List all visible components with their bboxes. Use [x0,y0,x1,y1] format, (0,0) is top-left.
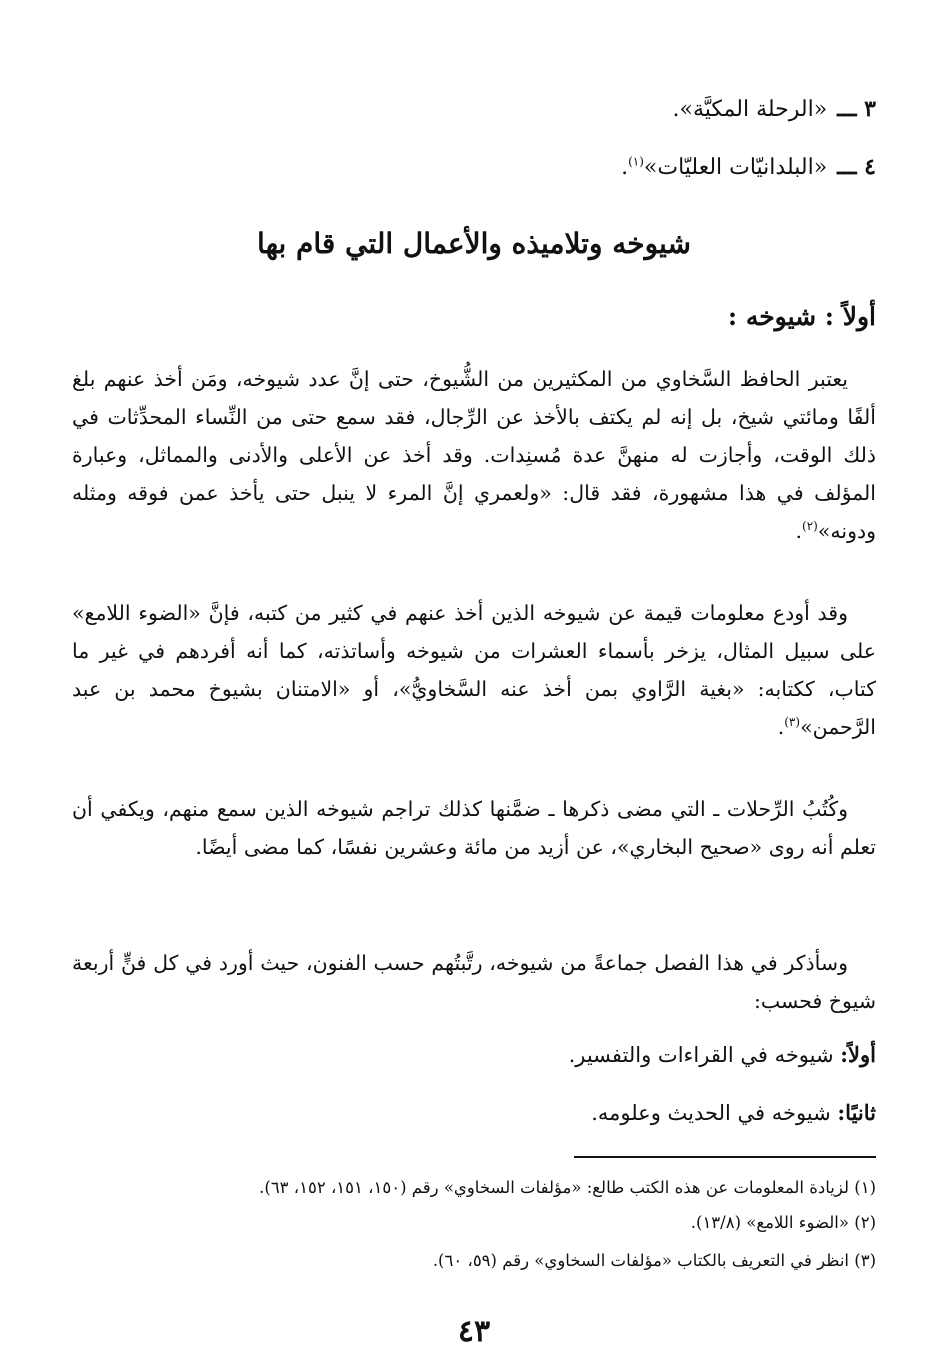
list-text: «البلدانيّات العليّات» [643,155,828,180]
list-number: ٤ ـــ [837,154,876,180]
field-item-2 [591,1097,876,1129]
list-text: «الرحلة المكيَّة». [672,97,828,122]
paragraph-text: وقد أودع معلومات قيمة عن شيوخه الذين أخذ عنهم في كثير من كتبه، فإنَّ «الضوء اللامع» على سبيل المثال، يزخر بأسماء العشرات من شيوخه وأساتذته، كما أنه أفردهم في غير ما كتاب، ككتابه: «بغية الرَّاوي بمن أخذ عنه السَّخاويُّ»، أو «الامتنان بشيوخ محمد بن عبد الرَّحمن» [72,601,876,739]
subsection-title: أولاً : شيوخه : [727,302,876,331]
item-text: شيوخه في الحديث وعلومه. [591,1101,831,1125]
page-number: ٤٣ [457,1314,491,1349]
book-page [72,0,876,1372]
item-text: شيوخه في القراءات والتفسير. [568,1043,834,1067]
item-lead: أولاً: [840,1042,876,1067]
paragraph-text: وكُتُبُ الرِّحلات ـ التي مضى ذكرها ـ ضمَّنها كذلك تراجم شيوخه الذين سمع منهم، ويكفي أن تعلم أنه روى «صحيح البخاري»، عن أزيد من مائة وعشرين نفسًا، كما مضى أيضًا. [72,797,876,859]
footnote-ref: (٢) [802,519,818,534]
list-number: ٣ ـــ [837,96,876,122]
list-end: . [621,155,629,180]
paragraph-4 [72,944,876,1020]
section-title: شيوخه وتلاميذه والأعمال التي قام بها [257,227,691,260]
field-item-1 [569,1039,876,1071]
footnote-ref: (١) [628,154,644,169]
paragraph-text: وسأذكر في هذا الفصل جماعةً من شيوخه، رتَّبتُهم حسب الفنون، حيث أورد في كل فنٍّ أربعة شيوخ فحسب: [72,951,876,1013]
footnote-2: (٢) «الضوء اللامع» (١٣/٨). [690,1213,876,1232]
footnote-divider [574,1156,876,1158]
paragraph-2 [72,594,876,746]
list-item-3 [673,94,876,125]
paragraph-1 [72,360,876,550]
paragraph-text: يعتبر الحافظ السَّخاوي من المكثيرين من الشُّيوخ، حتى إنَّ عدد شيوخه، ومَن أخذ عنهم بلغ ألفًا ومائتي شيخ، بل إنه لم يكتف بالأخذ عن الرِّجال، فقد سمع حتى من النِّساء المحدِّثات في ذلك الوقت، وأجازت له منهنَّ عدة مُسنِدات. وقد أخذ عن الأعلى والأدنى والمماثل، وعبارة المؤلف في هذا مشهورة، فقد قال: «ولعمري إنَّ المرء لا ينبل حتى يأخذ عمن فوقه ومثله ودونه» [72,367,876,543]
footnote-1: (١) لزيادة المعلومات عن هذه الكتب طالع: «مؤلفات السخاوي» رقم (١٥٠، ١٥١، ١٥٢، ٦٣). [259,1178,876,1197]
footnote-3: (٣) انظر في التعريف بالكتاب «مؤلفات السخاوي» رقم (٥٩، ٦٠). [432,1251,876,1270]
footnote-ref: (٣) [784,715,801,730]
item-lead: ثانيًا: [837,1100,876,1125]
paragraph-3 [72,790,876,866]
list-item-4 [621,152,876,183]
paragraph-end: . [777,715,785,739]
paragraph-end: . [795,519,802,543]
